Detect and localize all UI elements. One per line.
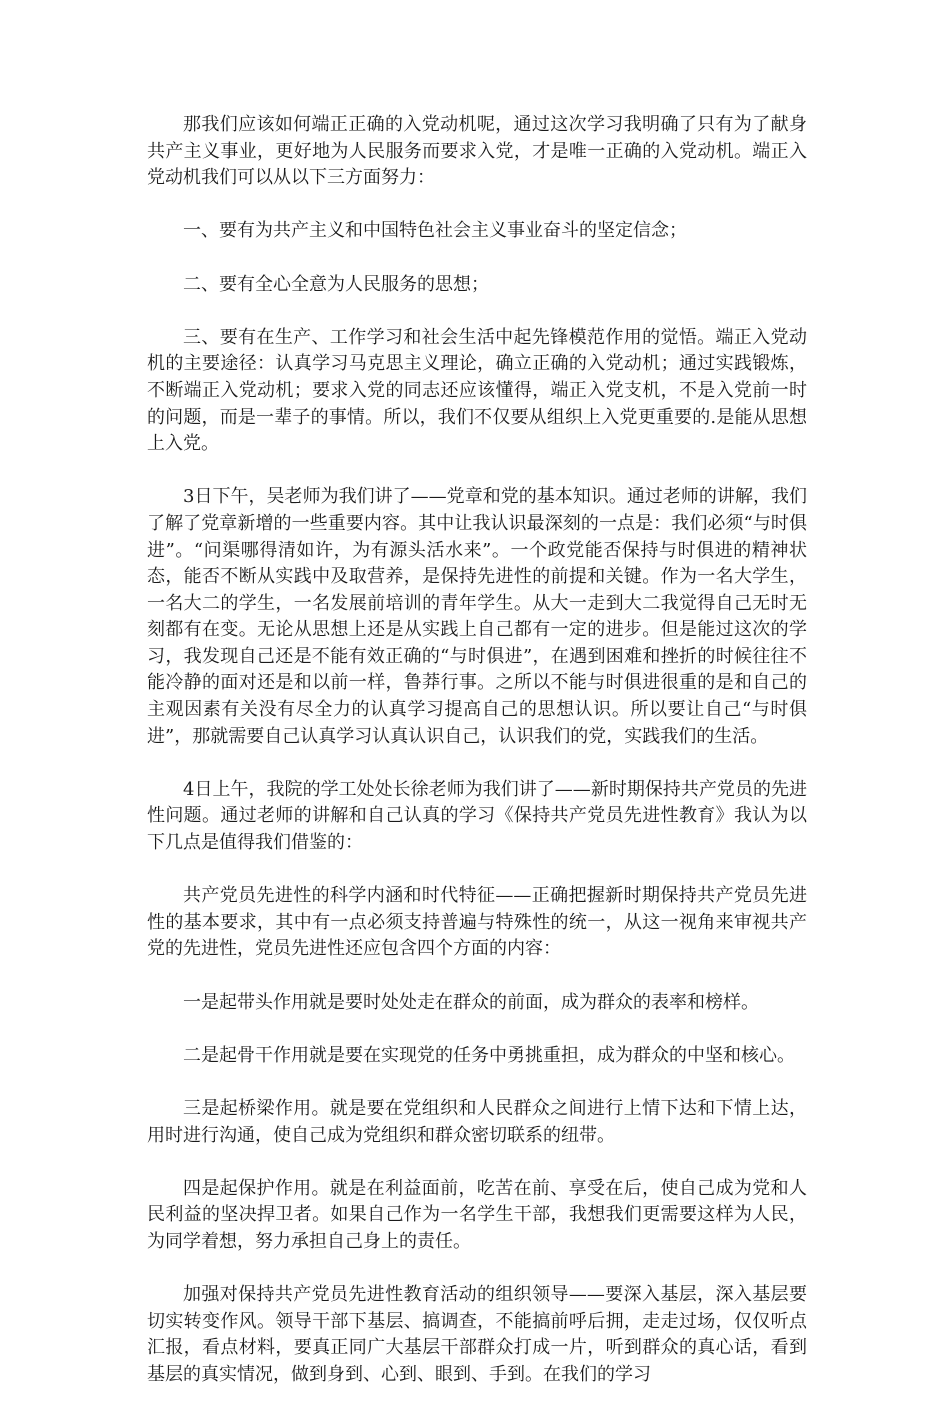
paragraph-protection-role: 四是起保护作用。就是在利益面前，吃苦在前、享受在后，使自己成为党和人民利益的坚决捍卫者。如果自己作为一名学生干部，我想我们更需要这样为人民，为同学着想，努力承担自己身上的责任。 [147, 1177, 807, 1252]
paragraph-leading-role: 一是起带头作用就是要时处处走在群众的前面，成为群众的表率和榜样。 [183, 991, 759, 1013]
paragraph-motivation-intro: 那我们应该如何端正正确的入党动机呢，通过这次学习我明确了只有为了献身共产主义事业，更好地为人民服务而要求入党，才是唯一正确的入党动机。端正入党动机我们可以从以下三方面努力： [147, 114, 807, 189]
document-body [147, 112, 807, 1415]
paragraph-advancement-meaning: 共产党员先进性的科学内涵和时代特征——正确把握新时期保持共产党员先进性的基本要求，其中有一点必须支持普遍与特殊性的统一，从这一视角来审视共产党的先进性，党员先进性还应包含四个方面的内容： [147, 885, 807, 960]
paragraph-bridge-role: 三是起桥梁作用。就是要在党组织和人民群众之间进行上情下达和下情上达，用时进行沟通，使自己成为党组织和群众密切联系的纽带。 [147, 1097, 807, 1146]
paragraph-day3-lecture: 3日下午，吴老师为我们讲了——党章和党的基本知识。通过老师的讲解，我们了解了党章新增的一些重要内容。其中让我认识最深刻的一点是：我们必须“与时俱进”。“问渠哪得清如许，为有源头活水来”。一个政党能否保持与时俱进的精神状态，能否不断从实践中及取营养，是保持先进性的前提和关键。作为一名大学生，一名大二的学生，一名发展前培训的青年学生。从大一走到大二我觉得自己无时无刻都有在变。无论从思想上还是从实践上自己都有一定的进步。但是能过这次的学习，我发现自己还是不能有效正确的“与时俱进”，在遇到困难和挫折的时候往往不能冷静的面对还是和以前一样，鲁莽行事。之所以不能与时俱进很重的是和自己的主观因素有关没有尽全力的认真学习提高自己的思想认识。所以要让自己“与时俱进”，那就需要自己认真学习认真认识自己，认识我们的党，实践我们的生活。 [147, 486, 807, 747]
paragraph-backbone-role: 二是起骨干作用就是要在实现党的任务中勇挑重担，成为群众的中坚和核心。 [183, 1044, 795, 1066]
paragraph-day4-lecture: 4日上午，我院的学工处处长徐老师为我们讲了——新时期保持共产党员的先进性问题。通过老师的讲解和自己认真的学习《保持共产党员先进性教育》我认为以下几点是值得我们借鉴的： [147, 778, 807, 854]
paragraph-point-one: 一、要有为共产主义和中国特色社会主义事业奋斗的坚定信念； [183, 220, 687, 242]
paragraph-organization-leadership: 加强对保持共产党员先进性教育活动的组织领导——要深入基层，深入基层要切实转变作风。领导干部下基层、搞调查，不能搞前呼后拥，走走过场，仅仅听点汇报，看点材料，要真正同广大基层干部群众打成一片，听到群众的真心话，看到基层的真实情况，做到身到、心到、眼到、手到。在我们的学习 [147, 1284, 807, 1385]
paragraph-point-three: 三、要有在生产、工作学习和社会生活中起先锋模范作用的觉悟。端正入党动机的主要途径：认真学习马克思主义理论，确立正确的入党动机；通过实践锻炼，不断端正入党动机；要求入党的同志还应该懂得，端正入党支机，不是入党前一时的问题，而是一辈子的事情。所以，我们不仅要从组织上入党更重要的.是能从思想上入党。 [147, 326, 807, 455]
paragraph-point-two: 二、要有全心全意为人民服务的思想； [183, 273, 489, 295]
